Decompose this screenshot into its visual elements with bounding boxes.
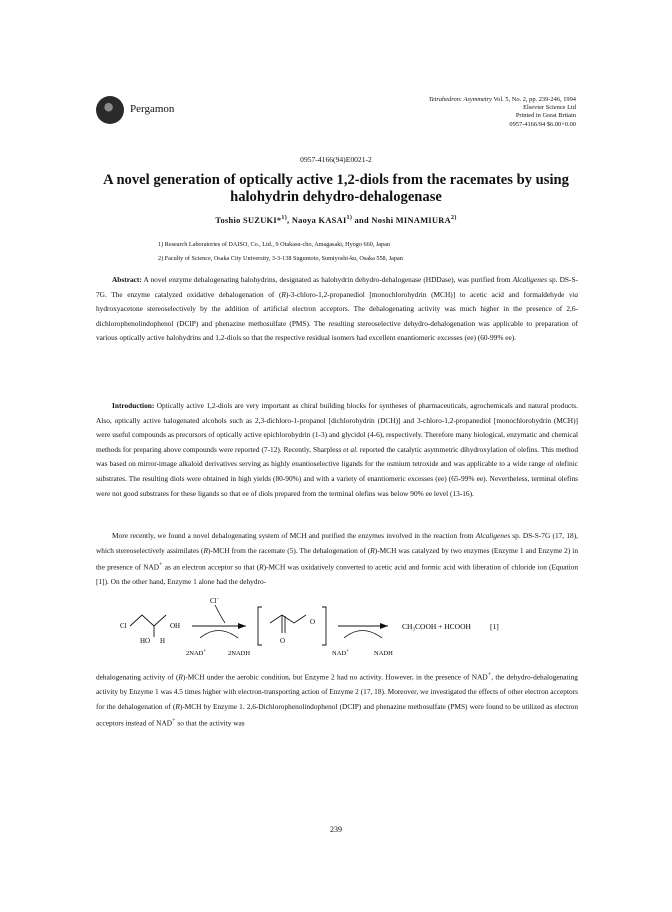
journal-line-3: Printed in Great Britain <box>515 112 576 120</box>
scheme-cl-minus: Cl− <box>210 597 220 605</box>
scheme-nad: NAD+ <box>332 649 349 657</box>
paper-title: A novel generation of optically active 1,2-diols from the racemates by using halohydrin dehydro-dehalogenase <box>103 172 569 205</box>
body-paragraph-3: dehalogenating activity of (R)-MCH under the aerobic condition, but Enzyme 2 had no activity. However, in the presence of NAD+, the dehydro-dehalogenating activity by Enzyme 1 was 4.5 times higher with electron-transporting action of Enzyme 2 (17, 18). Moreover, we investigated the effects of other electron acceptors for the dehalogenation of (R)-MCH by Enzyme 1. 2,6-Dichlorophenolindophenol (DCIP) and phenazine methosulfate (PMS) were found to be utilized as electron acceptors instead of NAD+ so that the activity was <box>96 672 578 728</box>
scheme-cl-left: Cl <box>120 622 127 630</box>
publisher-logo <box>96 96 124 124</box>
equation-label: [1] <box>490 622 499 631</box>
bracket-right <box>322 607 326 645</box>
cofactor-curve-2 <box>344 631 382 639</box>
affiliation-2: 2) Faculty of Science, Osaka City University, 3-3-138 Sugumoto, Sumiyoshi-ku, Osaka 558, Japan <box>158 255 403 262</box>
author-2: Naoya KASAI <box>291 215 347 225</box>
scheme-o-ring: O <box>310 618 316 626</box>
scheme-2nad: 2NAD+ <box>186 649 207 657</box>
journal-name: Tetrahedron: Asymmetry <box>428 96 492 103</box>
hydroxyacetone-skeleton <box>270 615 306 623</box>
cofactor-curve-1 <box>200 631 238 639</box>
chloride-release-curve <box>215 605 225 623</box>
scheme-products: CH₃COOH + HCOOH <box>402 622 471 631</box>
body-paragraph-2: More recently, we found a novel dehalogenating system of MCH and purified the enzymes involved in the reaction from Alcaligenes sp. DS-S-7G (17, 18), which stereoselectively assimilates (R)-MCH from the racemate (5). The dehalogenation of (R)-MCH was catalyzed by two enzymes (Enzyme 1 and Enzyme 2) in the presence of NAD+ as an electron acceptor so that (R)-MCH was oxidatively converted to acetic acid and formic acid with liberation of chloride ion (Equation [1]). On the other hand, Enzyme 1 alone had the dehydro- <box>96 531 579 587</box>
journal-line-4: 0957-4166/94 $6.00+0.00 <box>509 120 576 128</box>
author-list: Toshio SUZUKI*$^{1)}$, Naoya KASAI$^{1)}$ and Noshi MINAMIURA$^{2)}$ <box>215 215 457 225</box>
journal-line-2: Elsevier Science Ltd <box>523 104 576 112</box>
journal-line-1: Tetrahedron: Asymmetry Vol. 5, No. 2, pp. 239-246, 1994 <box>428 96 576 103</box>
bracket-left <box>258 607 262 645</box>
arrow-2-head <box>380 623 388 629</box>
author-3: Noshi MINAMIURA <box>371 215 452 225</box>
scheme-h: H <box>160 637 166 645</box>
abstract: Abstract: A novel enzyme dehalogenating halohydrins, designated as halohydrin dehydro-dehalogenase (HDDase), was purified from Alcaligenes sp. DS-S-7G. The enzyme catalyzed oxidative dehalogenation of (R)-3-chloro-1,2-propanediol [monochlorohydrin (MCH)] to acetic acid and formaldehyde via hydroxyacetone stereoselectively by the addition of artificial electron acceptors. The dehalogenating activity was much higher in the presence of 2,6-dichlorophenolindophenol (DCIP) and phenazine methosulfate (PMS). The resulting stereoselective dehydro-dehalogenation was applicable to preparation of various optically active halohydrins and 1,2-diols so that the respective residual isomers had excellent enantiomeric excesses (ee) (60-99% ee). <box>96 275 578 343</box>
scheme-o-keto: O <box>280 637 286 645</box>
author-1: Toshio SUZUKI* <box>215 215 282 225</box>
scheme-nadh: NADH <box>374 650 393 657</box>
reaction-scheme <box>120 593 540 663</box>
arrow-1-head <box>238 623 246 629</box>
page-number: 239 <box>330 825 342 834</box>
introduction-label: Introduction: <box>112 401 155 410</box>
scheme-2nadh: 2NADH <box>228 650 251 657</box>
mch-skeleton <box>130 615 166 626</box>
affiliation-1: 1) Research Laboratories of DAISO, Co., Ltd., 9 Otakasu-cho, Amagasaki, Hyogo 660, Japan <box>158 241 390 248</box>
doi: 0957-4166(94)E0021-2 <box>300 155 372 164</box>
introduction-paragraph: Introduction: Optically active 1,2-diols are very important as chiral building blocks for syntheses of pharmaceuticals, agrochemicals and natural products. Also, optically active halogenated alcohols such as 2,3-dichloro-1-propanol [dichlorohydrin (DCH)] and 3-chloro-1,2-propanediol [monochlorohydrin (MCH)] were useful compounds as precursors of optically active epichlorohydrin (1-3) and glycidol (4-6), respectively. Therefore many biological, enzymatic and chemical methods for preparing above compounds were reported (7-12). Recently, Sharpless et al. reported the catalytic asymmetric dihydroxylation of olefins. This method was based on mirror-image alkaloid derivatives serving as highly enantioselective ligands for the osmium tetroxide and was applicable to a wide range of olefinic substrates. The resulting diols were obtained in high yields (80-90%) and with a variety of enantiomeric excesses (ee) (65-99% ee). Nevertheless, terminal olefins were not good substrates for these ligands so that ee of diols prepared from the terminal olefins was below 90% ee level (13-16). <box>96 401 578 498</box>
publisher-name: Pergamon <box>130 103 175 115</box>
scheme-ho: HO <box>140 637 151 645</box>
abstract-label: Abstract: <box>112 275 142 284</box>
scheme-oh: OH <box>170 622 181 630</box>
journal-citation <box>429 96 576 129</box>
